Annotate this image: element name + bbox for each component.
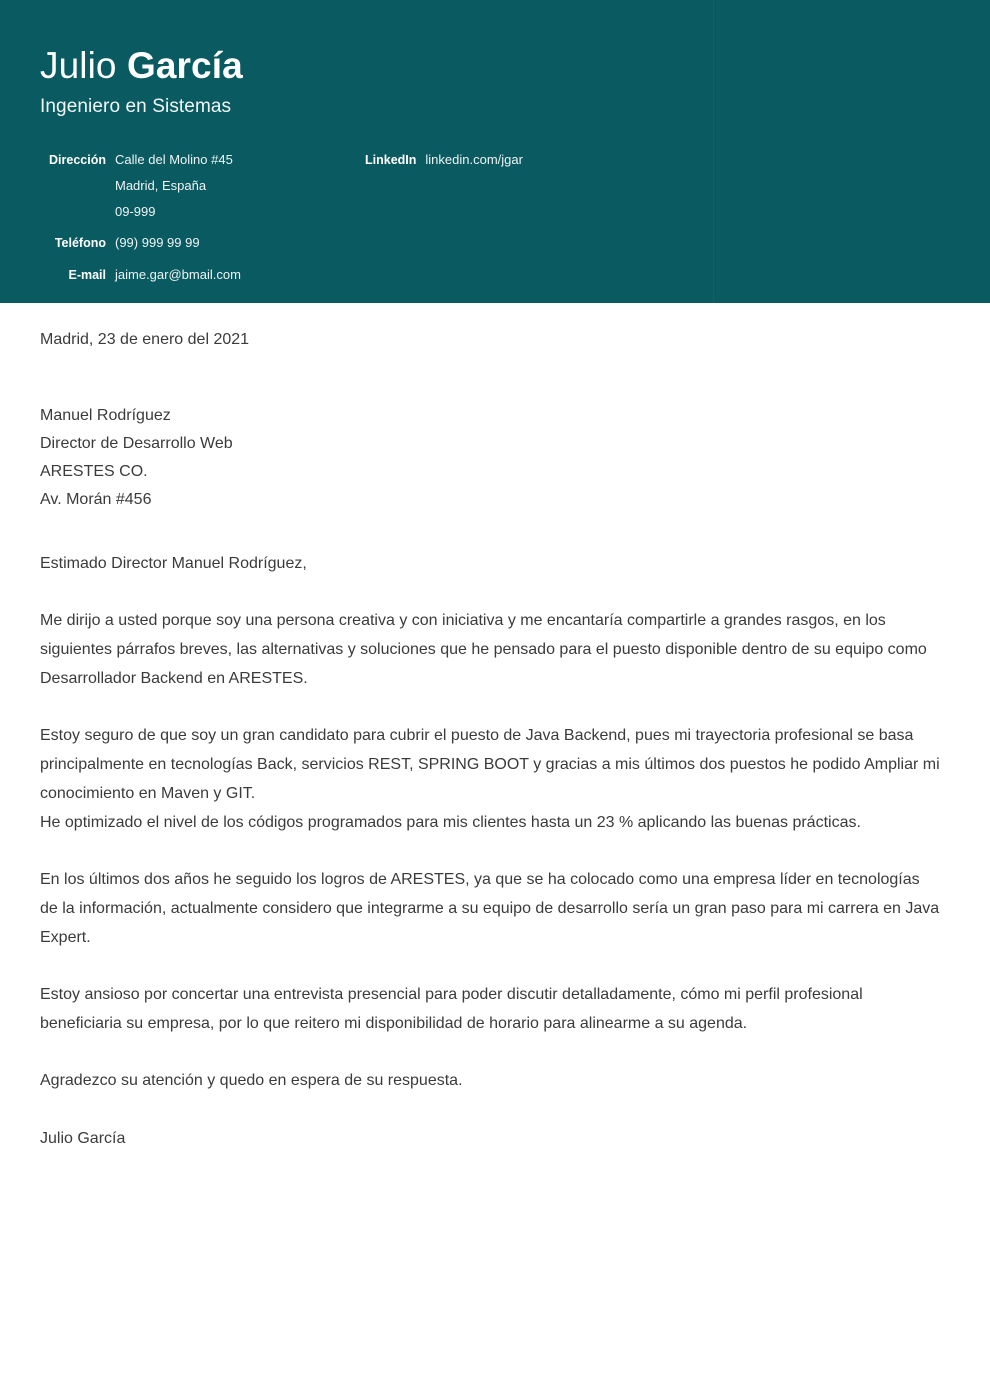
address-label: Dirección <box>49 153 106 167</box>
applicant-job-title: Ingeniero en Sistemas <box>40 96 232 117</box>
address-line-3: 09-999 <box>115 204 156 219</box>
address-line-2: Madrid, España <box>115 178 207 193</box>
email-label: E-mail <box>68 268 106 282</box>
recipient-block <box>40 402 940 514</box>
paragraph-2-line-b: He optimizado el nivel de los códigos programados para mis clientes hasta un 23 % aplicando las buenas prácticas. <box>40 814 861 831</box>
recipient-company: ARESTES CO. <box>40 463 148 480</box>
contact-column-right <box>365 150 950 170</box>
letter-date: Madrid, 23 de enero del 2021 <box>40 331 250 348</box>
linkedin-value[interactable]: linkedin.com/jgar <box>425 152 523 167</box>
phone-label: Teléfono <box>54 236 106 250</box>
recipient-name: Manuel Rodríguez <box>40 407 171 424</box>
signature: Julio García <box>40 1130 126 1147</box>
letter-body <box>0 303 990 1153</box>
salutation: Estimado Director Manuel Rodríguez, <box>40 555 307 572</box>
contact-block <box>40 150 950 285</box>
contact-row-linkedin <box>365 150 950 170</box>
paragraph-5: Agradezco su atención y quedo en espera de su respuesta. <box>40 1072 463 1089</box>
paragraph-2 <box>40 721 940 837</box>
linkedin-label: LinkedIn <box>365 153 417 167</box>
contact-row-address <box>40 150 365 221</box>
address-line-1: Calle del Molino #45 <box>115 152 233 167</box>
paragraph-3: En los últimos dos años he seguido los logros de ARESTES, ya que se ha colocado como una empresa líder en tecnologías de la información, actualmente considero que integrarme a su equipo de desarrollo sería un gran paso para mi carrera en Java Expert. <box>40 871 940 946</box>
email-value: jaime.gar@bmail.com <box>115 267 241 282</box>
recipient-title: Director de Desarrollo Web <box>40 435 233 452</box>
paragraph-2-line-a: Estoy seguro de que soy un gran candidato para cubrir el puesto de Java Backend, pues mi trayectoria profesional se basa principalmente en tecnologías Back, servicios REST, SPRING BOOT y gracias a mis últimos dos puestos he podido Ampliar mi conocimiento en Maven y GIT. <box>40 727 940 802</box>
contact-column-left <box>40 150 365 285</box>
applicant-name <box>40 44 950 88</box>
contact-row-phone <box>40 233 365 253</box>
applicant-family-name: García <box>126 45 243 86</box>
phone-value: (99) 999 99 99 <box>115 235 200 250</box>
applicant-given-name: Julio <box>40 45 127 86</box>
paragraph-1: Me dirijo a usted porque soy una persona creativa y con iniciativa y me encantaría compartirle a grandes rasgos, en los siguientes párrafos breves, las alternativas y soluciones que he pensado para el puesto disponible dentro de su equipo como Desarrollador Backend en ARESTES. <box>40 612 927 687</box>
address-value <box>106 150 233 221</box>
letter-header <box>0 0 990 303</box>
recipient-address: Av. Morán #456 <box>40 491 152 508</box>
paragraph-4: Estoy ansioso por concertar una entrevista presencial para poder discutir detalladamente, cómo mi perfil profesional beneficiaria su empresa, por lo que reitero mi disponibilidad de horario para alinearme a su agenda. <box>40 986 863 1032</box>
contact-row-email <box>40 265 365 285</box>
